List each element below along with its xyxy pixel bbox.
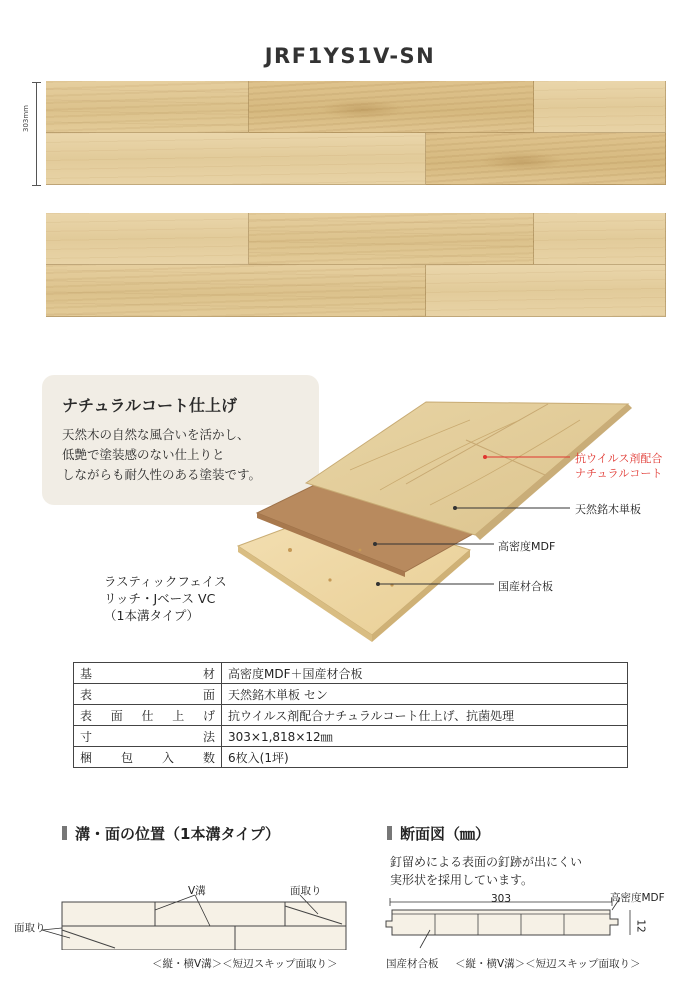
spec-row xyxy=(74,705,628,726)
spec-key-char: 法 xyxy=(202,729,215,744)
dimension-line xyxy=(36,82,37,186)
leader-dot xyxy=(453,506,457,510)
plank xyxy=(46,265,426,317)
finish-desc-line: しながらも耐久性のある塗装です。 xyxy=(62,467,262,482)
thickness-label: 12 xyxy=(634,919,647,933)
spec-key-char: 材 xyxy=(202,666,215,681)
spec-key-char: 寸 xyxy=(80,729,93,744)
dimension-label: 303mm xyxy=(22,105,30,132)
plywood-label: 国産材合板 xyxy=(498,580,553,593)
plank xyxy=(46,81,249,133)
leader-dot xyxy=(376,582,380,586)
plank xyxy=(46,213,249,265)
leader-dot xyxy=(373,542,377,546)
series-name xyxy=(104,573,227,624)
spec-key-char: 入 xyxy=(161,750,174,765)
spec-key xyxy=(74,747,222,768)
cross-caption: ＜縦・横V溝＞＜短辺スキップ面取り＞ xyxy=(455,958,641,970)
chamfer-label-top: 面取り xyxy=(290,885,322,897)
spec-value: 天然銘木単板 セン xyxy=(222,684,628,705)
spec-table xyxy=(73,662,628,768)
plank xyxy=(249,81,534,133)
spec-row xyxy=(74,663,628,684)
cross-section-desc xyxy=(390,853,582,889)
cross-title-text: 断面図（㎜） xyxy=(400,825,491,843)
cross-desc-line: 実形状を採用しています。 xyxy=(390,873,534,887)
groove-section-title xyxy=(62,823,280,844)
groove-title-text: 溝・面の位置（1本溝タイプ） xyxy=(75,825,280,843)
spec-key-char: 上 xyxy=(172,708,185,723)
finish-title: ナチュラルコート仕上げ xyxy=(62,396,238,415)
veneer-label: 天然銘木単板 xyxy=(575,503,641,516)
plank xyxy=(249,213,534,265)
cross-section-title xyxy=(387,823,490,844)
product-code: JRF1YS1V-SN xyxy=(264,44,436,68)
floor-sample-1 xyxy=(46,81,666,185)
dimension-tick-bottom xyxy=(32,185,41,186)
cross-desc-line: 釘留めによる表面の釘跡が出にくい xyxy=(390,855,583,869)
chamfer-label-left: 面取り xyxy=(14,922,46,934)
mdf-label-cross: 高密度MDF xyxy=(610,892,665,904)
groove-caption: ＜縦・横V溝＞＜短辺スキップ面取り＞ xyxy=(152,958,338,970)
plank xyxy=(534,213,666,265)
spec-value: 6枚入(1坪) xyxy=(222,747,628,768)
spec-key-char: 表 xyxy=(80,687,93,702)
spec-row xyxy=(74,684,628,705)
spec-row xyxy=(74,747,628,768)
spec-key-char: げ xyxy=(202,708,215,723)
plywood-label-cross: 国産材合板 xyxy=(386,958,439,970)
spec-key-char: 仕 xyxy=(141,708,154,723)
plank xyxy=(426,133,666,185)
series-line: ラスティックフェイス xyxy=(104,574,227,589)
spec-key xyxy=(74,705,222,726)
board-row-bottom xyxy=(62,926,346,950)
spec-value: 高密度MDF＋国産材合板 xyxy=(222,663,628,684)
dimension-tick-top xyxy=(32,82,41,83)
series-line: （1本溝タイプ） xyxy=(104,608,199,623)
spec-key-char: 梱 xyxy=(80,750,93,765)
spec-key-char: 数 xyxy=(202,750,215,765)
spec-key-char: 表 xyxy=(80,708,93,723)
spec-key-char: 包 xyxy=(120,750,133,765)
plank xyxy=(534,81,666,133)
section-bar xyxy=(387,826,392,840)
spec-key-char: 面 xyxy=(110,708,123,723)
plank xyxy=(46,133,426,185)
spec-key xyxy=(74,726,222,747)
spec-key-char: 基 xyxy=(80,666,93,681)
finish-desc-line: 低艶で塗装感のない仕上りと xyxy=(62,447,225,462)
series-line: リッチ・Jベース VC xyxy=(104,591,216,606)
spec-row xyxy=(74,726,628,747)
plywood-knot xyxy=(288,548,292,552)
floor-sample-2 xyxy=(46,213,666,317)
spec-key xyxy=(74,684,222,705)
spec-value: 抗ウイルス剤配合ナチュラルコート仕上げ、抗菌処理 xyxy=(222,705,628,726)
plywood-knot xyxy=(359,549,362,552)
spec-key-char: 面 xyxy=(202,687,215,702)
width-label: 303 xyxy=(491,893,512,905)
v-groove-label: V溝 xyxy=(188,885,206,897)
plank xyxy=(426,265,666,317)
plywood-knot xyxy=(328,578,331,581)
spec-value: 303×1,818×12㎜ xyxy=(222,726,628,747)
finish-desc-line: 天然木の自然な風合いを活かし、 xyxy=(62,427,250,442)
coating-label: ナチュラルコート xyxy=(575,467,663,480)
leader-dot xyxy=(483,455,487,459)
spec-key xyxy=(74,663,222,684)
coating-label: 抗ウイルス剤配合 xyxy=(575,452,663,465)
section-bar xyxy=(62,826,67,840)
mdf-label: 高密度MDF xyxy=(498,540,556,553)
